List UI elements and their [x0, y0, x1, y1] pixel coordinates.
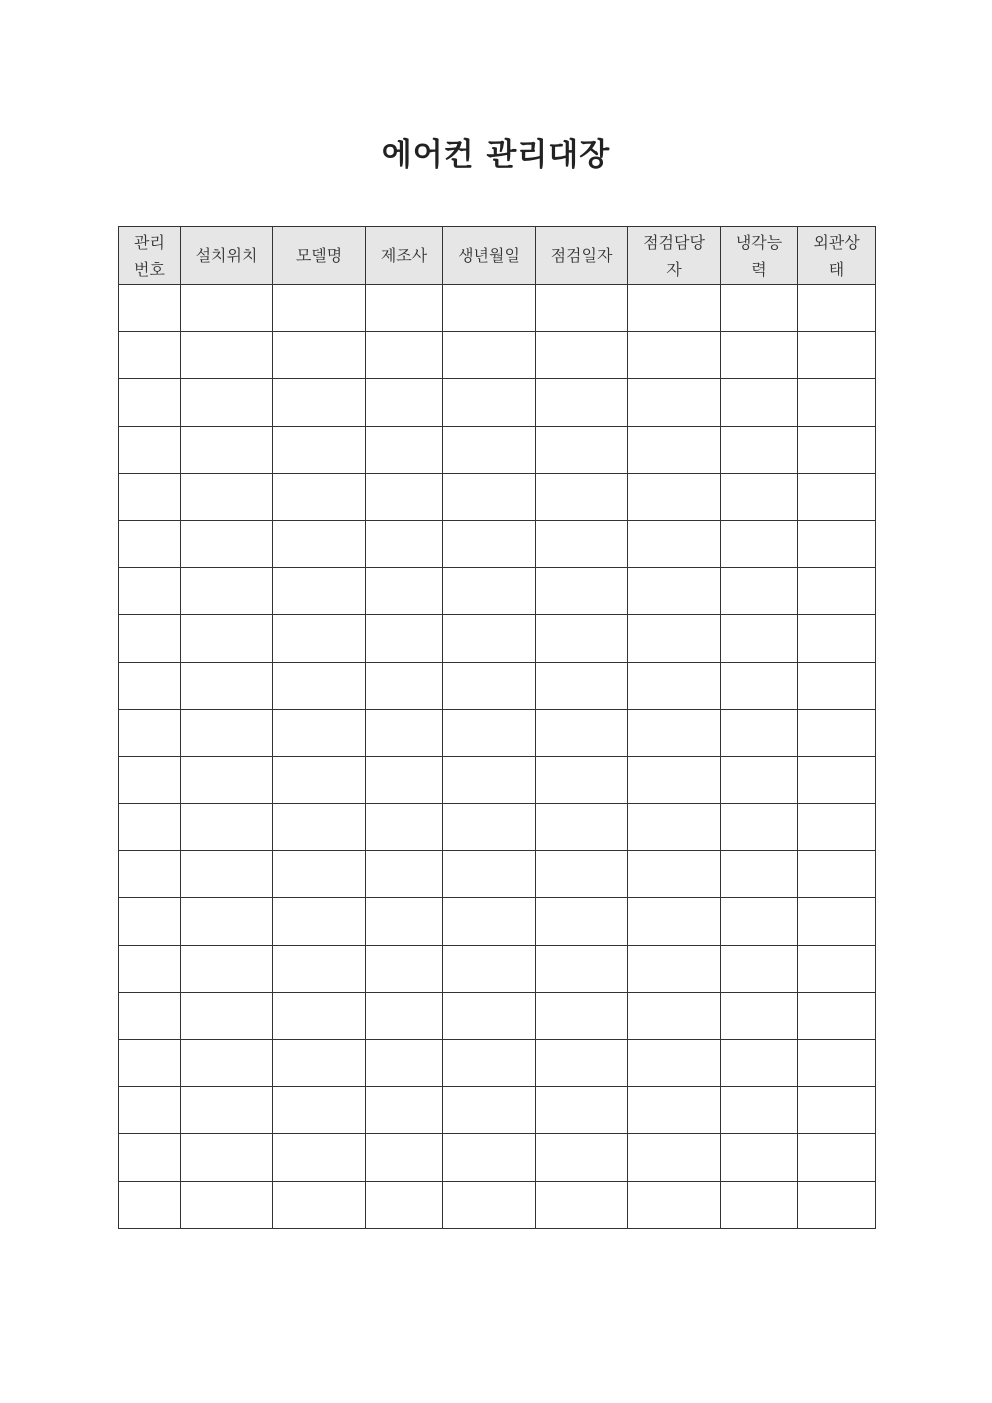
table-row [119, 709, 876, 756]
table-cell[interactable] [536, 1134, 628, 1181]
table-cell[interactable] [181, 898, 273, 945]
table-cell[interactable] [181, 473, 273, 520]
table-cell[interactable] [536, 332, 628, 379]
table-cell[interactable] [536, 285, 628, 332]
column-header [798, 227, 876, 285]
table-cell[interactable] [443, 615, 536, 662]
table-cell[interactable] [798, 520, 876, 567]
table-cell[interactable] [628, 1134, 721, 1181]
table-cell[interactable] [536, 473, 628, 520]
page-title: 에어컨 관리대장 [381, 137, 611, 173]
table-cell[interactable] [181, 615, 273, 662]
table-cell[interactable] [273, 992, 366, 1039]
table-cell[interactable] [273, 520, 366, 567]
table-cell[interactable] [536, 1087, 628, 1134]
table-cell[interactable] [366, 615, 443, 662]
table-cell[interactable] [273, 662, 366, 709]
table-cell[interactable] [181, 945, 273, 992]
table-body [119, 285, 876, 1229]
table-cell[interactable] [798, 1181, 876, 1228]
table-cell[interactable] [119, 520, 181, 567]
column-header-label: 력 [751, 259, 767, 279]
table-cell[interactable] [366, 1040, 443, 1087]
table-cell[interactable] [721, 756, 798, 803]
table-cell[interactable] [119, 898, 181, 945]
table-cell[interactable] [273, 332, 366, 379]
table-row [119, 473, 876, 520]
table-cell[interactable] [366, 1087, 443, 1134]
table-cell[interactable] [366, 756, 443, 803]
table-cell[interactable] [721, 1134, 798, 1181]
table-cell[interactable] [721, 285, 798, 332]
table-cell[interactable] [443, 379, 536, 426]
table-cell[interactable] [536, 379, 628, 426]
column-header [536, 227, 628, 285]
table-cell[interactable] [536, 709, 628, 756]
column-header-label: 자 [666, 259, 682, 279]
table-cell[interactable] [443, 662, 536, 709]
table-cell[interactable] [181, 756, 273, 803]
table-row [119, 1040, 876, 1087]
table-cell[interactable] [443, 332, 536, 379]
table-cell[interactable] [443, 898, 536, 945]
air-conditioner-ledger-table [118, 226, 876, 1229]
table-cell[interactable] [181, 285, 273, 332]
table-row [119, 945, 876, 992]
column-header-label: 관리 [134, 232, 165, 252]
table-cell[interactable] [366, 851, 443, 898]
table-cell[interactable] [273, 898, 366, 945]
table-cell[interactable] [628, 992, 721, 1039]
table-cell[interactable] [366, 898, 443, 945]
table-cell[interactable] [721, 568, 798, 615]
table-cell[interactable] [273, 1040, 366, 1087]
table-cell[interactable] [721, 426, 798, 473]
table-cell[interactable] [366, 379, 443, 426]
table-cell[interactable] [628, 804, 721, 851]
table-cell[interactable] [273, 709, 366, 756]
column-header [181, 227, 273, 285]
table-row [119, 1181, 876, 1228]
table-row [119, 992, 876, 1039]
table-cell[interactable] [443, 945, 536, 992]
table-row [119, 804, 876, 851]
table-cell[interactable] [628, 851, 721, 898]
column-header [443, 227, 536, 285]
table-cell[interactable] [798, 379, 876, 426]
table-cell[interactable] [443, 1181, 536, 1228]
table-cell[interactable] [181, 1040, 273, 1087]
table-cell[interactable] [798, 945, 876, 992]
table-cell[interactable] [798, 1087, 876, 1134]
table-cell[interactable] [366, 426, 443, 473]
table-cell[interactable] [536, 945, 628, 992]
table-cell[interactable] [181, 804, 273, 851]
table-cell[interactable] [628, 332, 721, 379]
table-cell[interactable] [119, 851, 181, 898]
table-cell[interactable] [181, 1134, 273, 1181]
table-cell[interactable] [366, 568, 443, 615]
table-row [119, 662, 876, 709]
table-cell[interactable] [798, 804, 876, 851]
table-cell[interactable] [798, 709, 876, 756]
table-cell[interactable] [443, 709, 536, 756]
table-cell[interactable] [273, 756, 366, 803]
table-cell[interactable] [536, 662, 628, 709]
table-cell[interactable] [443, 992, 536, 1039]
table-cell[interactable] [443, 285, 536, 332]
table-cell[interactable] [181, 379, 273, 426]
table-cell[interactable] [536, 615, 628, 662]
table-row [119, 615, 876, 662]
table-cell[interactable] [273, 615, 366, 662]
table-cell[interactable] [273, 945, 366, 992]
table-cell[interactable] [721, 1181, 798, 1228]
table-row [119, 851, 876, 898]
table-cell[interactable] [628, 568, 721, 615]
table-row [119, 379, 876, 426]
column-header [366, 227, 443, 285]
table-cell[interactable] [366, 662, 443, 709]
table-cell[interactable] [628, 756, 721, 803]
table-cell[interactable] [628, 1181, 721, 1228]
table-cell[interactable] [119, 332, 181, 379]
table-cell[interactable] [119, 1087, 181, 1134]
table-cell[interactable] [721, 379, 798, 426]
table-row [119, 520, 876, 567]
table-cell[interactable] [536, 1040, 628, 1087]
table-cell[interactable] [181, 992, 273, 1039]
table-cell[interactable] [273, 1181, 366, 1228]
table-cell[interactable] [798, 1040, 876, 1087]
table-row [119, 1087, 876, 1134]
table-cell[interactable] [628, 1040, 721, 1087]
table-cell[interactable] [119, 473, 181, 520]
table-cell[interactable] [798, 756, 876, 803]
table-cell[interactable] [536, 568, 628, 615]
table-cell[interactable] [628, 520, 721, 567]
column-header-label: 모델명 [295, 246, 343, 265]
table-cell[interactable] [119, 709, 181, 756]
table-cell[interactable] [119, 426, 181, 473]
column-header-label: 번호 [134, 259, 165, 279]
table-cell[interactable] [366, 285, 443, 332]
table-cell[interactable] [721, 332, 798, 379]
table-cell[interactable] [443, 520, 536, 567]
table-cell[interactable] [181, 332, 273, 379]
column-header-label: 점검담당 [643, 232, 705, 252]
table-cell[interactable] [119, 756, 181, 803]
table-cell[interactable] [181, 568, 273, 615]
table-cell[interactable] [536, 804, 628, 851]
table-cell[interactable] [798, 426, 876, 473]
table-row [119, 568, 876, 615]
table-cell[interactable] [443, 473, 536, 520]
table-cell[interactable] [628, 615, 721, 662]
table-cell[interactable] [273, 426, 366, 473]
table-row [119, 426, 876, 473]
table-header-row [119, 227, 876, 285]
table-cell[interactable] [721, 1087, 798, 1134]
table-cell[interactable] [181, 520, 273, 567]
table-cell[interactable] [628, 379, 721, 426]
table-cell[interactable] [798, 615, 876, 662]
table-cell[interactable] [273, 804, 366, 851]
table-cell[interactable] [119, 285, 181, 332]
table-cell[interactable] [366, 992, 443, 1039]
table-cell[interactable] [443, 756, 536, 803]
table-cell[interactable] [798, 851, 876, 898]
table-cell[interactable] [536, 520, 628, 567]
table-cell[interactable] [721, 945, 798, 992]
table-cell[interactable] [181, 662, 273, 709]
table-cell[interactable] [798, 473, 876, 520]
table-cell[interactable] [721, 615, 798, 662]
table-cell[interactable] [536, 992, 628, 1039]
table-cell[interactable] [273, 379, 366, 426]
table-cell[interactable] [119, 615, 181, 662]
table-cell[interactable] [273, 568, 366, 615]
table-cell[interactable] [628, 1087, 721, 1134]
table-cell[interactable] [119, 1134, 181, 1181]
table-cell[interactable] [721, 851, 798, 898]
table-cell[interactable] [119, 992, 181, 1039]
table-cell[interactable] [443, 804, 536, 851]
table-row [119, 332, 876, 379]
table-cell[interactable] [119, 1181, 181, 1228]
table-cell[interactable] [628, 426, 721, 473]
column-header-label: 태 [828, 259, 845, 279]
table-cell[interactable] [366, 1181, 443, 1228]
table-cell[interactable] [119, 662, 181, 709]
column-header [273, 227, 366, 285]
table-cell[interactable] [181, 851, 273, 898]
table-cell[interactable] [443, 1040, 536, 1087]
table-cell[interactable] [628, 473, 721, 520]
table-cell[interactable] [798, 285, 876, 332]
table-cell[interactable] [366, 709, 443, 756]
table-cell[interactable] [536, 1181, 628, 1228]
table-cell[interactable] [443, 426, 536, 473]
column-header-label: 제조사 [380, 246, 428, 265]
table-cell[interactable] [366, 804, 443, 851]
table-cell[interactable] [721, 709, 798, 756]
column-header [721, 227, 798, 285]
table-row [119, 898, 876, 945]
column-header-label: 설치위치 [195, 246, 258, 265]
table-cell[interactable] [628, 709, 721, 756]
column-header-label: 점검일자 [550, 246, 613, 265]
table-cell[interactable] [366, 473, 443, 520]
table-cell[interactable] [366, 945, 443, 992]
table-cell[interactable] [443, 1087, 536, 1134]
table-cell[interactable] [273, 851, 366, 898]
table-cell[interactable] [366, 332, 443, 379]
table-cell[interactable] [798, 568, 876, 615]
table-cell[interactable] [721, 520, 798, 567]
table-cell[interactable] [181, 1181, 273, 1228]
table-cell[interactable] [443, 568, 536, 615]
column-header [628, 227, 721, 285]
column-header-label: 외관상 [813, 232, 860, 252]
table-cell[interactable] [366, 520, 443, 567]
table-cell[interactable] [119, 568, 181, 615]
table-cell[interactable] [273, 1134, 366, 1181]
table-cell[interactable] [119, 379, 181, 426]
table-cell[interactable] [628, 898, 721, 945]
table-cell[interactable] [536, 756, 628, 803]
table-cell[interactable] [443, 851, 536, 898]
table-cell[interactable] [181, 709, 273, 756]
table-row [119, 285, 876, 332]
column-header-label: 생년월일 [458, 246, 520, 265]
table-cell[interactable] [628, 285, 721, 332]
table-cell[interactable] [273, 285, 366, 332]
table-cell[interactable] [798, 1134, 876, 1181]
table-cell[interactable] [628, 662, 721, 709]
column-header-label: 냉각능 [735, 232, 783, 252]
table-row [119, 1134, 876, 1181]
table-cell[interactable] [443, 1134, 536, 1181]
table-cell[interactable] [798, 898, 876, 945]
table-cell[interactable] [273, 473, 366, 520]
table-cell[interactable] [798, 662, 876, 709]
table-cell[interactable] [181, 426, 273, 473]
table-cell[interactable] [536, 851, 628, 898]
table-cell[interactable] [628, 945, 721, 992]
table-cell[interactable] [119, 945, 181, 992]
table-cell[interactable] [721, 898, 798, 945]
table-cell[interactable] [721, 804, 798, 851]
table-cell[interactable] [366, 1134, 443, 1181]
table-cell[interactable] [119, 804, 181, 851]
table-row [119, 756, 876, 803]
table-cell[interactable] [721, 662, 798, 709]
table-cell[interactable] [273, 1087, 366, 1134]
table-cell[interactable] [536, 898, 628, 945]
table-cell[interactable] [181, 1087, 273, 1134]
table-cell[interactable] [798, 332, 876, 379]
table-cell[interactable] [721, 992, 798, 1039]
table-cell[interactable] [721, 473, 798, 520]
table-cell[interactable] [119, 1040, 181, 1087]
table-cell[interactable] [536, 426, 628, 473]
table-cell[interactable] [798, 992, 876, 1039]
table-cell[interactable] [721, 1040, 798, 1087]
column-header [119, 227, 181, 285]
